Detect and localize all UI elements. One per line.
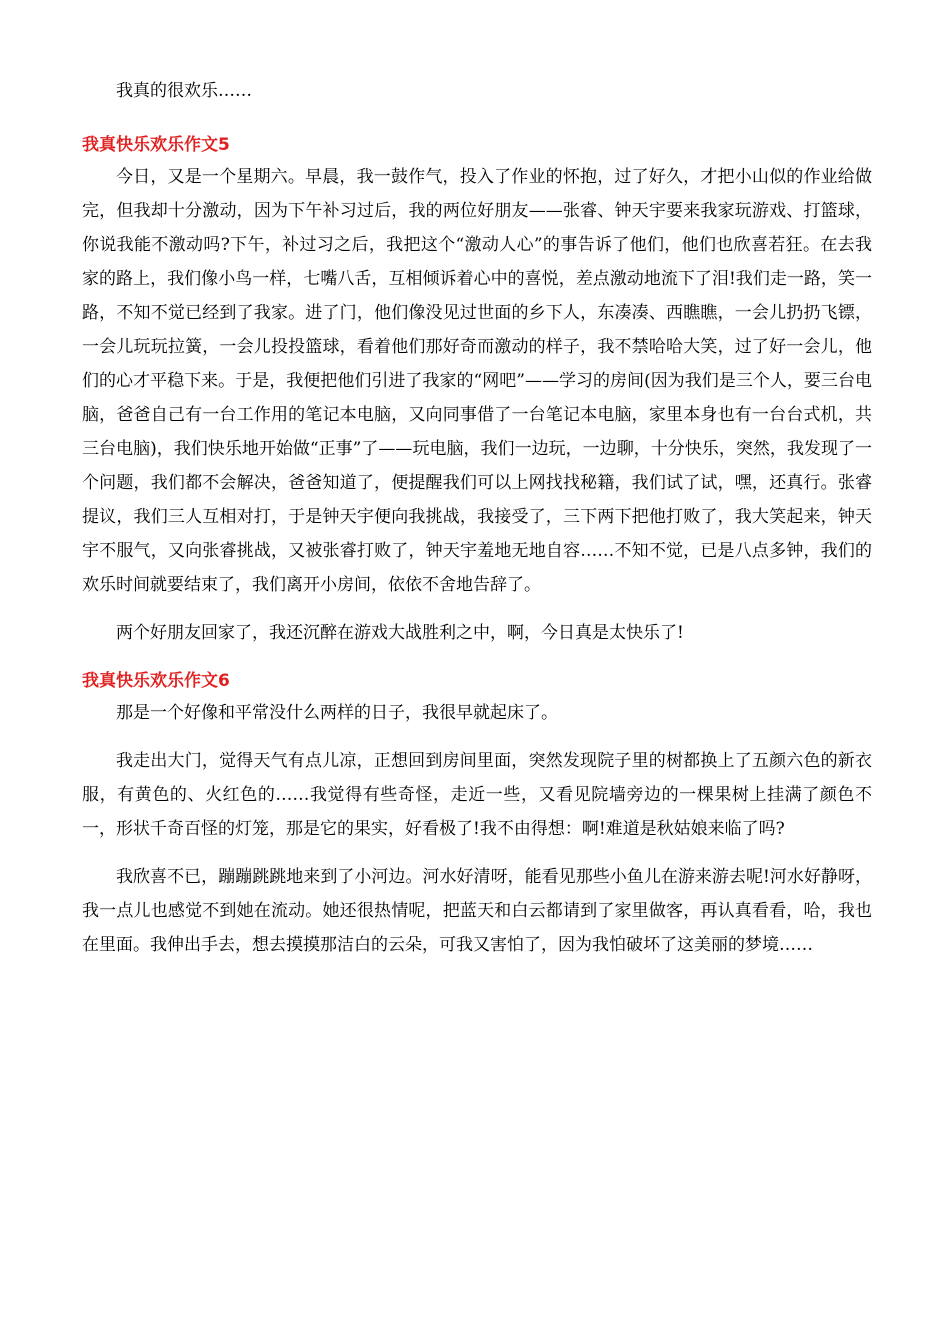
- section-5-paragraph-1: 今日，又是一个星期六。早晨，我一鼓作气，投入了作业的怀抱，过了好久，才把小山似的作业给做完，但我却十分激动，因为下午补习过后，我的两位好朋友——张睿、钟天宇要来我家玩游戏、打篮球，你说我能不激动吗?下午，补过习之后，我把这个“激动人心”的事告诉了他们，他们也欣喜若狂。在去我家的路上，我们像小鸟一样，七嘴八舌，互相倾诉着心中的喜悦，差点激动地流下了泪!我们走一路，笑一路，不知不觉已经到了我家。进了门，他们像没见过世面的乡下人，东凑凑、西瞧瞧，一会儿扔扔飞镖，一会儿玩玩拉簧，一会儿投投篮球，看着他们那好奇而激动的样子，我不禁哈哈大笑，过了好一会儿，他们的心才平稳下来。于是，我便把他们引进了我家的“网吧”——学习的房间(因为我们是三个人，要三台电脑，爸爸自己有一台工作用的笔记本电脑，又向同事借了一台笔记本电脑，家里本身也有一台台式机，共三台电脑)，我们快乐地开始做“正事”了——玩电脑，我们一边玩，一边聊，十分快乐，突然，我发现了一个问题，我们都不会解决，爸爸知道了，便提醒我们可以上网找找秘籍，我们试了试，嘿，还真行。张睿提议，我们三人互相对打，于是钟天宇便向我挑战，我接受了，三下两下把他打败了，我大笑起来，钟天宇不服气，又向张睿挑战，又被张睿打败了，钟天宇羞地无地自容……不知不觉，已是八点多钟，我们的欢乐时间就要结束了，我们离开小房间，依依不舍地告辞了。: [82, 167, 872, 595]
- section-6-paragraph-1: 那是一个好像和平常没什么两样的日子，我很早就起床了。: [116, 703, 558, 723]
- section-heading-6: 我真快乐欢乐作文6: [82, 671, 230, 691]
- opening-paragraph: 我真的很欢乐……: [116, 81, 252, 101]
- section-6-paragraph-3: 我欣喜不已，蹦蹦跳跳地来到了小河边。河水好清呀，能看见那些小鱼儿在游来游去呢!河水好静呀，我一点儿也感觉不到她在流动。她还很热情呢，把蓝天和白云都请到了家里做客，再认真看看，哈，我也在里面。我伸出手去，想去摸摸那洁白的云朵，可我又害怕了，因为我怕破坏了这美丽的梦境……: [82, 867, 872, 955]
- section-heading-5: 我真快乐欢乐作文5: [82, 135, 230, 155]
- document-body: [82, 74, 872, 962]
- section-5-paragraph-2: 两个好朋友回家了，我还沉醉在游戏大战胜利之中，啊，今日真是太快乐了!: [116, 623, 684, 643]
- section-6-paragraph-2: 我走出大门，觉得天气有点儿凉，正想回到房间里面，突然发现院子里的树都换上了五颜六色的新衣服，有黄色的、火红色的……我觉得有些奇怪，走近一些，又看见院墙旁边的一棵果树上挂满了颜色不一，形状千奇百怪的灯笼，那是它的果实，好看极了!我不由得想：啊!难道是秋姑娘来临了吗?: [82, 751, 872, 839]
